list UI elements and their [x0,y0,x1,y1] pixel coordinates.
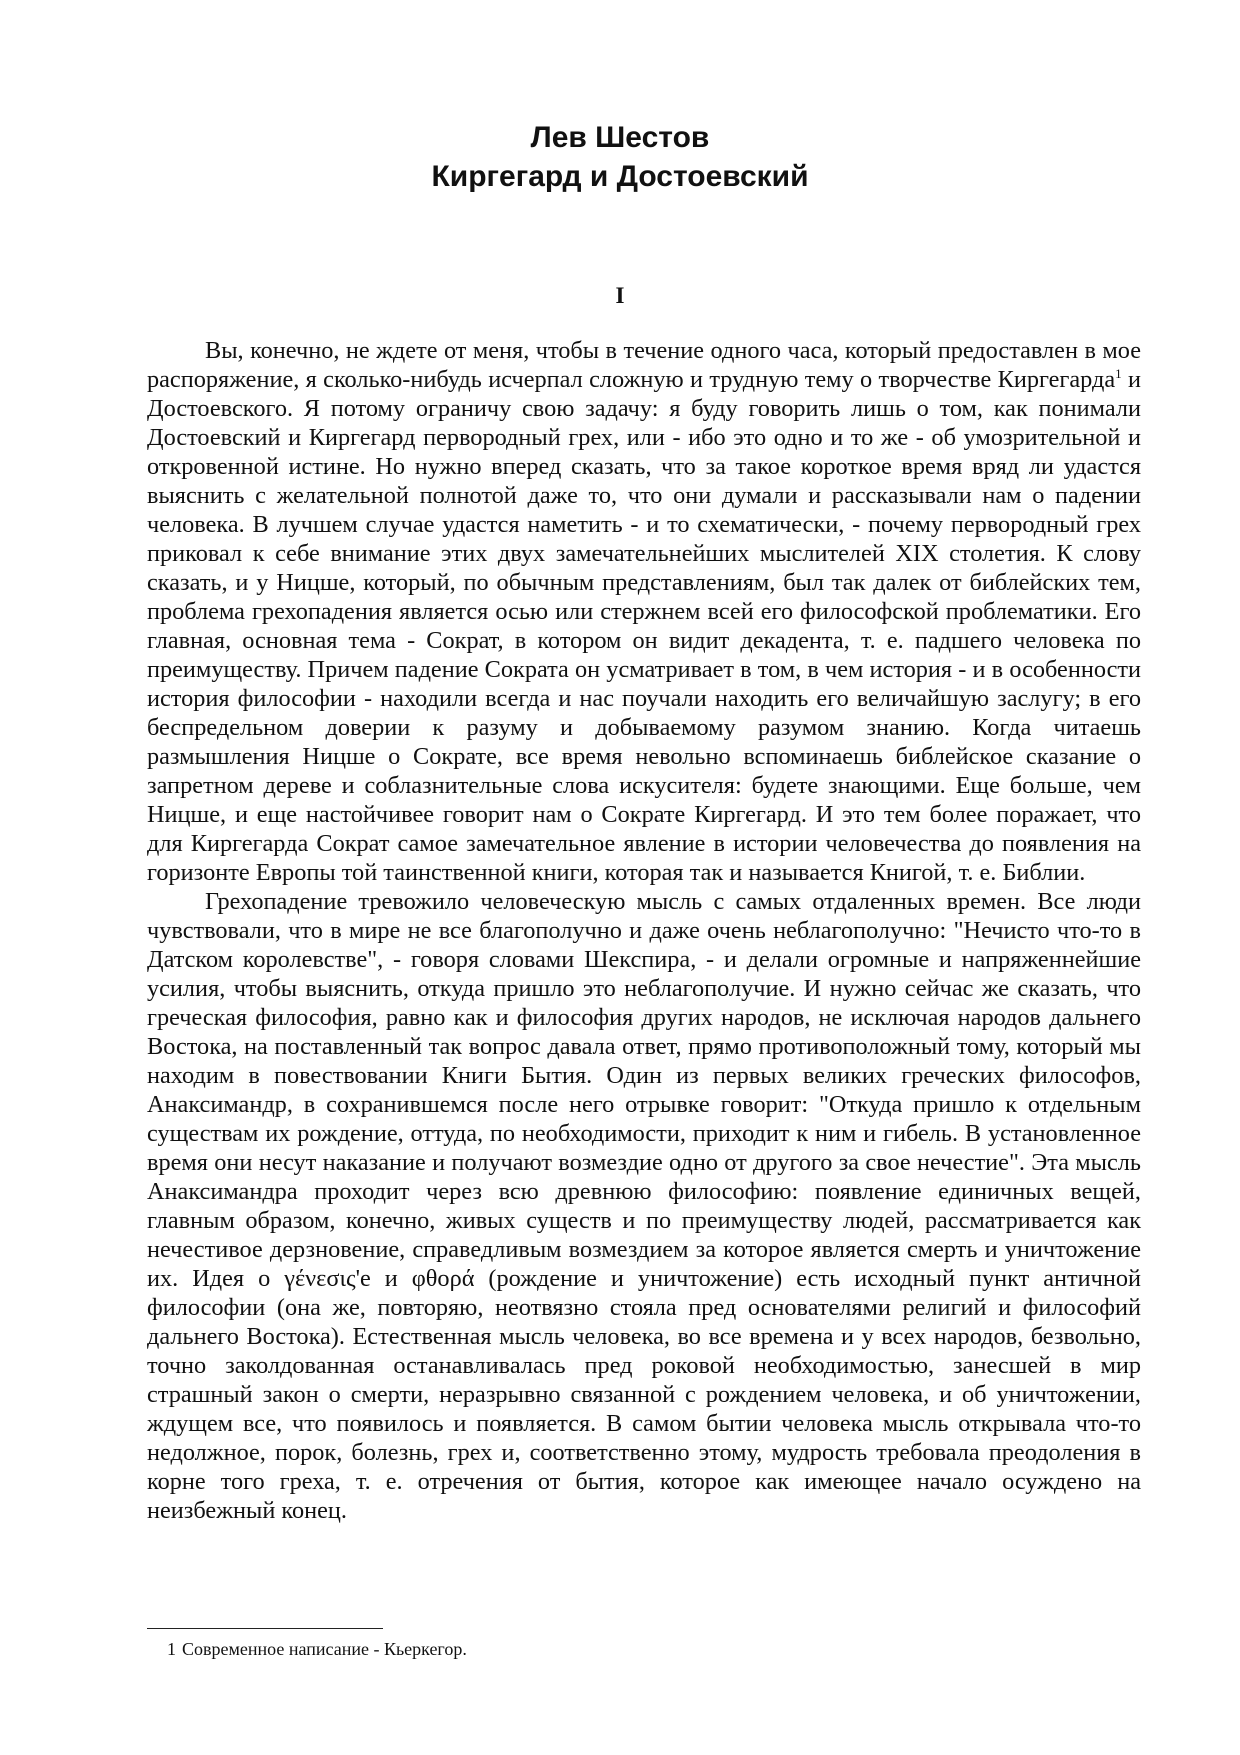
footnote [167,1638,467,1660]
paragraph-2: Грехопадение тревожило человеческую мысль с самых отдаленных времен. Все люди чувствовали, что в мире не все благополучно и даже очень неблагополучно: "Нечисто что-то в Датском королевстве", - говоря словами Шекспира, - и делали огромные и напряженнейшие усилия, чтобы выяснить, откуда пришло это неблагополучие. И нужно сейчас же сказать, что греческая философия, равно как и философия других народов, не исключая народов дальнего Востока, на поставленный так вопрос давала ответ, прямо противоположный тому, который мы находим в повествовании Книги Бытия. Один из первых великих греческих философов, Анаксимандр, в сохранившемся после него отрывке говорит: "Откуда пришло к отдельным существам их рождение, оттуда, по необходимости, приходит к ним и гибель. В установленное время они несут наказание и получают возмездие одно от другого за свое нечестие". Эта мысль Анаксимандра проходит через всю древнюю философию: появление единичных вещей, главным образом, конечно, живых существ и по преимуществу людей, рассматривается как нечестивое дерзновение, справедливым возмездием за которое является смерть и уничтожение их. Идея о γένεσις'е и φθορά (рождение и уничтожение) есть исходный пункт античной философии (она же, повторяю, неотвязно стояла пред основателями религий и философий дальнего Востока). Естественная мысль человека, во все времена и у всех народов, безвольно, точно заколдованная останавливалась пред роковой необходимостью, занесшей в мир страшный закон о смерти, неразрывно связанной с рождением человека, и об уничтожении, ждущем все, что появилось и появляется. В самом бытии человека мысль открывала что-то недолжное, порок, болезнь, грех и, соответственно этому, мудрость требовала преодоления в корне того греха, т. е. отречения от бытия, которое как имеющее начало осуждено на неизбежный конец. [147,888,1141,1524]
paragraph-1 [147,336,1141,887]
footnote-text: Современное написание - Кьеркегор. [182,1639,467,1659]
paragraph-1-rest: и Достоевского. Я потому ограничу свою задачу: я буду говорить лишь о том, как понимали Достоевский и Киргегард первородный грех, или - ибо это одно и то же - об умозрительной и откровенной истине. Но нужно вперед сказать, что за такое короткое время вряд ли удастся выяснить с желательной полнотой даже то, что они думали и рассказывали нам о падении человека. В лучшем случае удастся наметить - и то схематически, - почему первородный грех приковал к себе внимание этих двух замечательнейших мыслителей XIX столетия. К слову сказать, и у Ницше, который, по обычным представлениям, был так далек от библейских тем, проблема грехопадения является осью или стержнем всей его философской проблематики. Его главная, основная тема - Сократ, в котором он видит декадента, т. е. падшего человека по преимуществу. Причем падение Сократа он усматривает в том, в чем история - и в особенности история философии - находили всегда и нас поучали находить его величайшую заслугу; в его беспредельном доверии к разуму и добываемому разумом знанию. Когда читаешь размышления Ницше о Сократе, все время невольно вспоминаешь библейское сказание о запретном дереве и соблазнительные слова искусителя: будете знающими. Еще больше, чем Ницше, и еще настойчивее говорит нам о Сократе Киргегард. И это тем более поражает, что для Киргегарда Сократ самое замечательное явление в истории человечества до появления на горизонте Европы той таинственной книги, которая так и называется Книгой, т. е. Библии. [147,366,1141,886]
footnote-number: 1 [167,1639,176,1659]
author-name: Лев Шестов [530,121,710,154]
footnote-divider [147,1628,383,1629]
chapter-number: I [615,283,625,308]
title-block [0,118,1240,196]
work-title: Киргегард и Достоевский [431,160,809,193]
body-text [147,336,1141,1525]
paragraph-1-start: Вы, конечно, не ждете от меня, чтобы в течение одного часа, который предоставлен в мое распоряжение, я сколько-нибудь исчерпал сложную и трудную тему о творчестве Киргегарда [147,337,1141,393]
footnote-reference[interactable]: 1 [1115,365,1122,381]
